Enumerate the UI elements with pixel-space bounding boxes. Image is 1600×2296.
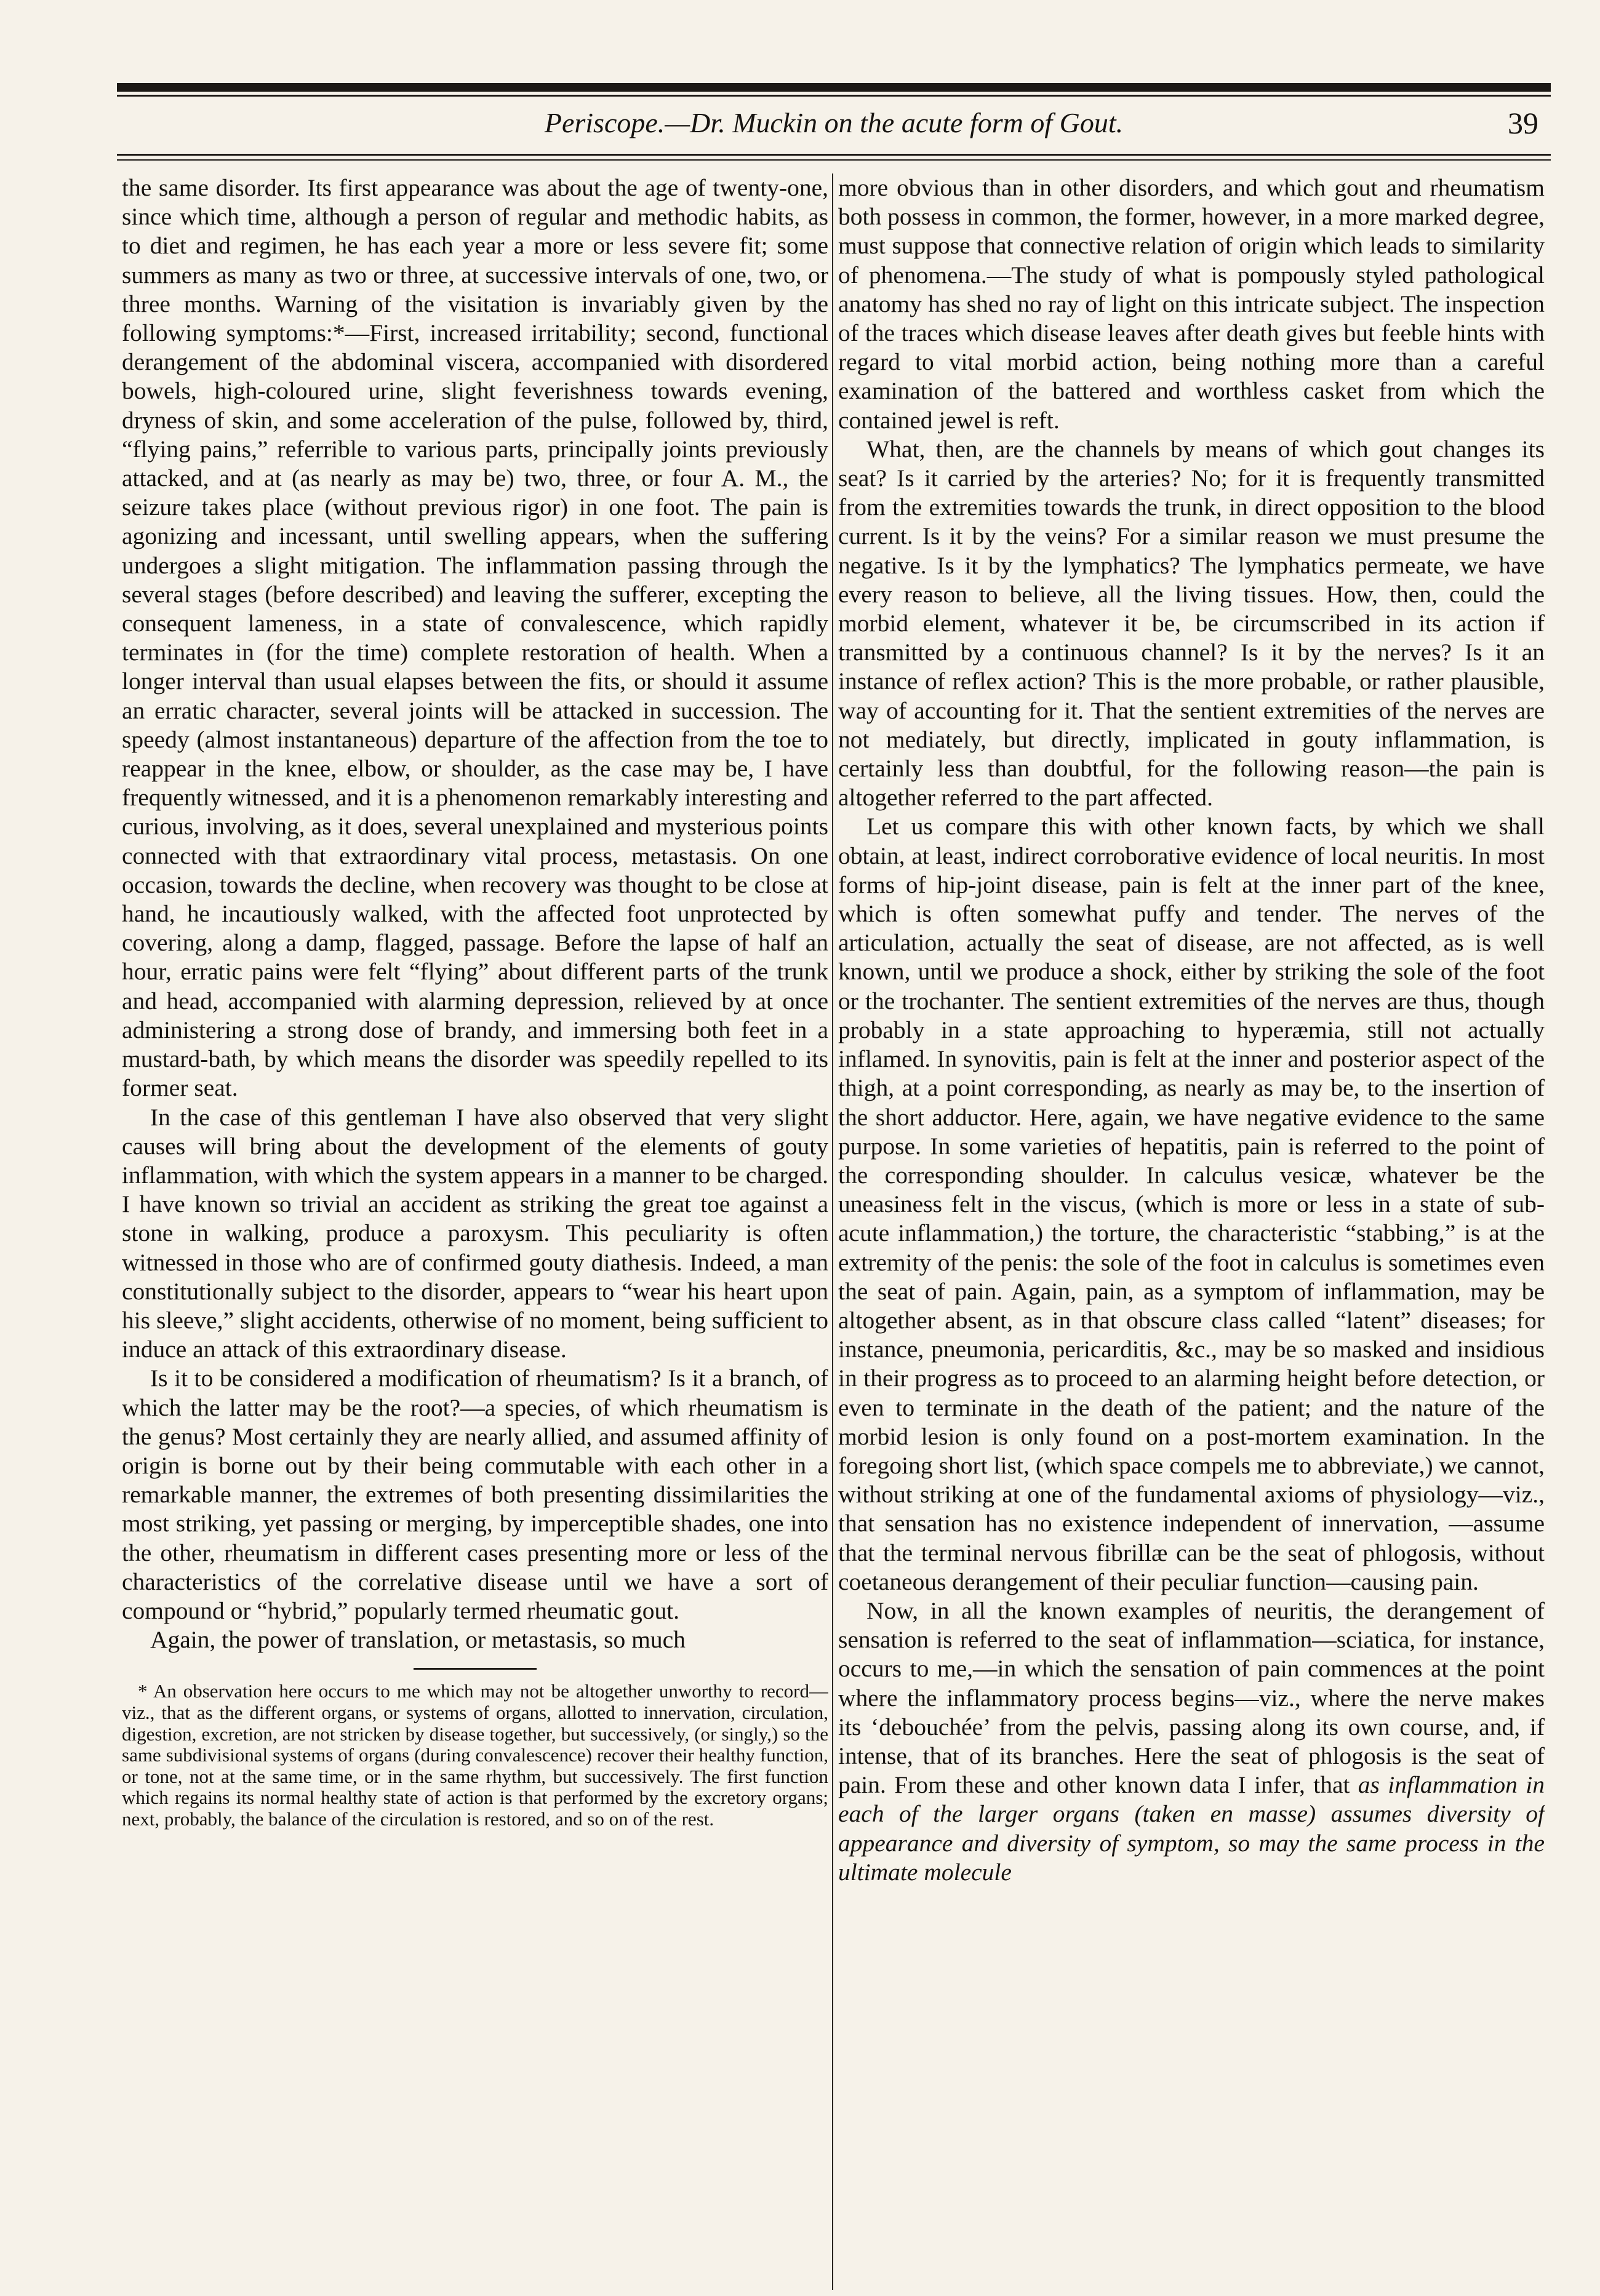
right-paragraph-2: What, then, are the channels by means of which gout changes its seat? Is it carried by the arteries? No; for it is frequently transmitted from the extremities towards the trunk, in direct opposition to the blood current. Is it by the veins? For a similar reason we must presume the negative. Is it by the lymphatics? The lymphatics permeate, we have every reason to believe, all the living tissues. How, then, could the morbid element, whatever it be, be circumscribed in its action if transmitted by a continuous channel? Is it by the nerves? Is it an instance of reflex action? This is the more probable, or rather plausible, way of accounting for it. That the sentient extremities of the nerves are not mediately, but directly, implicated in gouty inflammation, is certainly less than doubtful, for the following reason—the pain is altogether referred to the part affected. — [838, 435, 1545, 811]
footnote: * An observation here occurs to me which may not be altogether unworthy to record—viz., that as the different organs, or systems of organs, allotted to innervation, circulation, digestion, excretion, are not stricken by disease together, but successively, (or singly,) so the same subdivisional systems of organs (during convalescence) recover their healthy function, or tone, not at the same time, or in the same rhythm, but successively. The first function which regains its normal healthy state of action is that performed by the excretory organs; next, probably, the balance of the circulation is restored, and so on of the rest. — [122, 1680, 828, 1830]
left-paragraph-2: In the case of this gentleman I have also observed that very slight causes will bring about the development of the elements of gouty inflammation, with which the system appears in a manner to be charged. I have known so trivial an accident as striking the great toe against a stone in walking, produce a paroxysm. This peculiarity is often witnessed in those who are of confirmed gouty diathesis. Indeed, a man constitutionally subject to the disorder, appears to “wear his heart upon his sleeve,” slight accidents, otherwise of no moment, being sufficient to induce an attack of this extraordinary disease. — [122, 1103, 828, 1363]
left-paragraph-1: the same disorder. Its first appearance was about the age of twenty-one, since which time, although a person of regular and methodic habits, as to diet and regimen, he has each year a more or less severe fit; some summers as many as two or three, at successive intervals of one, two, or three months. Warning of the visitation is invariably given by the following symptoms:*—First, increased irritability; second, functional derangement of the abdominal viscera, accompanied with disordered bowels, high-coloured urine, slight feverishness towards evening, dryness of skin, and some acceleration of the pulse, followed by, third, “flying pains,” referrible to various parts, principally joints previously attacked, and at (as nearly as may be) two, three, or four A. M., the seizure takes place (without previous rigor) in one foot. The pain is agonizing and incessant, until swelling appears, when the suffering undergoes a slight mitigation. The inflammation passing through the several stages (before described) and leaving the sufferer, excepting the consequent lameness, in a state of convalescence, which rapidly terminates in (for the time) complete restoration of health. When a longer interval than usual elapses between the fits, or should it assume an erratic character, several joints will be attacked in succession. The speedy (almost instantaneous) departure of the affection from the toe to reappear in the knee, elbow, or shoulder, as the case may be, I have frequently witnessed, and it is a phenomenon remarkably interesting and curious, involving, as it does, several unexplained and mysterious points connected with that extraordinary vital process, metastasis. On one occasion, towards the decline, when recovery was thought to be close at hand, he incautiously walked, with the affected foot unprotected by covering, along a damp, flagged, passage. Before the lapse of half an hour, erratic pains were felt “flying” about different parts of the trunk and head, accompanied with alarming depression, relieved by at once administering a strong dose of brandy, and immersing both feet in a mustard-bath, by which means the disorder was speedily repelled to its former seat. — [122, 174, 828, 1102]
header-rule-thin — [117, 159, 1551, 161]
column-divider — [832, 173, 833, 2290]
left-column — [122, 173, 828, 2290]
header-rule — [117, 154, 1551, 156]
right-column — [838, 173, 1545, 2290]
top-rule-thin — [117, 95, 1551, 97]
right-paragraph-1: more obvious than in other disorders, and which gout and rheumatism both possess in common, the former, however, in a more marked degree, must suppose that connective relation of origin which leads to similarity of phenomena.—The study of what is pompously styled pathological anatomy has shed no ray of light on this intricate subject. The inspection of the traces which disease leaves after death gives but feeble hints with regard to vital morbid action, being nothing more than a careful examination of the battered and worthless casket from which the contained jewel is reft. — [838, 174, 1545, 434]
right-paragraph-4 — [838, 1596, 1545, 1887]
running-head-title: Periscope.—Dr. Muckin on the acute form of Gout. — [544, 107, 1124, 138]
right-paragraph-3: Let us compare this with other known facts, by which we shall obtain, at least, indirect corroborative evidence of local neuritis. In most forms of hip-joint disease, pain is felt at the inner part of the knee, which is often somewhat puffy and tender. The nerves of the articulation, actually the seat of disease, are not affected, as is well known, until we produce a shock, either by striking the sole of the foot or the trochanter. The sentient extremities of the nerves are thus, though probably in a state approaching to hyperæmia, still not actually inflamed. In synovitis, pain is felt at the inner and posterior aspect of the thigh, at a point corresponding, as nearly as may be, to the insertion of the short adductor. Here, again, we have negative evidence to the same purpose. In some varieties of hepatitis, pain is referred to the point of the corresponding shoulder. In calculus vesicæ, whatever be the uneasiness felt in the viscus, (which is more or less in a state of sub-acute inflammation,) the torture, the characteristic “stabbing,” is at the extremity of the penis: the sole of the foot in calculus is sometimes even the seat of pain. Again, pain, as a symptom of inflammation, may be altogether absent, as in that obscure class called “latent” diseases; for instance, pneumonia, pericarditis, &c., may be so masked and insidious in their progress as to proceed to an alarming height before detection, or even to terminate in the death of the patient; and the nature of the morbid lesion is only found on a post-mortem examination. In the foregoing short list, (which space compels me to abbreviate,) we cannot, without striking at one of the fundamental axioms of physiology—viz., that sensation has no existence independent of innervation, —assume that the terminal nervous fibrillæ can be the seat of phlogosis, without coetaneous derangement of their peculiar function—causing pain. — [838, 813, 1545, 1595]
right-paragraph-4-italic: as inflammation in each of the larger organs (taken en masse) assumes diversity of appearance and diversity of symptom, so may the same process in the ultimate molecule — [838, 1771, 1545, 1886]
left-paragraph-3: Is it to be considered a modification of rheumatism? Is it a branch, of which the latter may be the root?—a species, of which rheumatism is the genus? Most certainly they are nearly allied, and assumed affinity of origin is borne out by their being commutable with each other in a remarkable manner, the extremes of both presenting dissimilarities the most striking, yet passing or merging, by imperceptible shades, one into the other, rheumatism in different cases presenting more or less of the characteristics of the correlative disease until we have a sort of compound or “hybrid,” popularly termed rheumatic gout. — [122, 1365, 828, 1624]
page-number: 39 — [1508, 106, 1538, 140]
running-head — [117, 103, 1551, 143]
footnote-rule — [414, 1668, 537, 1670]
right-paragraph-4-text: Now, in all the known examples of neuritis, the derangement of sensation is referred to the seat of inflammation—sciatica, for instance, occurs to me,—in which the sensation of pain commences at the point where the inflammatory process begins—viz., where the nerve makes its ‘debouchée’ from the pelvis, passing along its own course, and, if intense, that of its branches. Here the seat of phlogosis is the seat of pain. From these and other known data I infer, that — [838, 1596, 1545, 1799]
left-paragraph-4: Again, the power of translation, or metastasis, so much — [150, 1626, 686, 1654]
top-rule — [117, 83, 1551, 92]
